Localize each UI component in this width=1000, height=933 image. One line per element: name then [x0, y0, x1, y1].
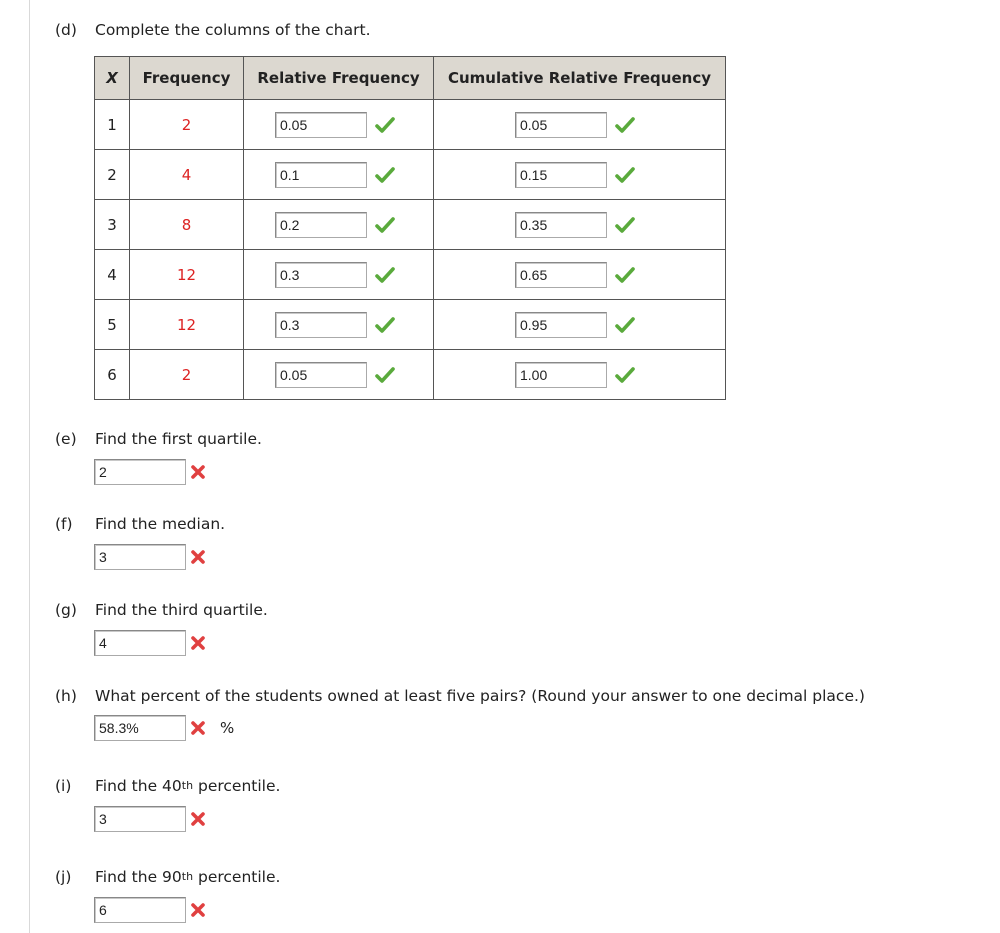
question-h-prompt: What percent of the students owned at least five pairs? (Round your answer to one decimal place.) — [95, 687, 865, 705]
cumulative-frequency-input[interactable]: 0.15 — [515, 162, 607, 188]
cumulative-frequency-input[interactable]: 0.65 — [515, 262, 607, 288]
check-icon — [615, 266, 635, 284]
question-g-label: (g) Find the third quartile. — [55, 601, 268, 619]
cross-icon — [190, 902, 206, 918]
table-row — [95, 100, 726, 150]
table-row — [95, 300, 726, 350]
frequency-cell: 12 — [130, 300, 244, 350]
answer-i — [94, 806, 206, 832]
question-d-prompt: Complete the columns of the chart. — [95, 21, 371, 39]
question-e-label: (e) Find the first quartile. — [55, 430, 262, 448]
90th-percentile-input[interactable]: 6 — [94, 897, 186, 923]
chart-header-row — [95, 57, 726, 100]
cross-icon — [190, 549, 206, 565]
header-relative-frequency: Relative Frequency — [244, 57, 434, 100]
check-icon — [615, 366, 635, 384]
cumulative-frequency-cell — [434, 350, 726, 400]
relative-frequency-input[interactable]: 0.3 — [275, 312, 367, 338]
question-f-prompt: Find the median. — [95, 515, 226, 533]
check-icon — [375, 316, 395, 334]
frequency-cell: 4 — [130, 150, 244, 200]
relative-frequency-cell — [244, 200, 434, 250]
header-cumulative-relative-frequency: Cumulative Relative Frequency — [434, 57, 726, 100]
cross-icon — [190, 464, 206, 480]
cumulative-frequency-input[interactable]: 0.35 — [515, 212, 607, 238]
x-cell: 1 — [95, 100, 130, 150]
percent-input[interactable]: 58.3% — [94, 715, 186, 741]
question-e-prompt: Find the first quartile. — [95, 430, 262, 448]
check-icon — [375, 366, 395, 384]
percent-unit-label: % — [220, 719, 235, 737]
x-cell: 5 — [95, 300, 130, 350]
relative-frequency-cell — [244, 300, 434, 350]
relative-frequency-input[interactable]: 0.05 — [275, 362, 367, 388]
cumulative-frequency-input[interactable]: 0.95 — [515, 312, 607, 338]
answer-j — [94, 897, 206, 923]
40th-percentile-input[interactable]: 3 — [94, 806, 186, 832]
question-i-prompt: Find the 40th percentile. — [95, 777, 281, 795]
relative-frequency-input[interactable]: 0.3 — [275, 262, 367, 288]
question-h-label: (h) What percent of the students owned at least five pairs? (Round your answer to one decimal place.) — [55, 687, 865, 705]
header-frequency: Frequency — [130, 57, 244, 100]
frequency-cell: 2 — [130, 350, 244, 400]
relative-frequency-cell — [244, 100, 434, 150]
x-cell: 6 — [95, 350, 130, 400]
relative-frequency-input[interactable]: 0.05 — [275, 112, 367, 138]
question-i-label: (i) Find the 40th percentile. — [55, 777, 281, 795]
answer-f — [94, 544, 206, 570]
check-icon — [615, 216, 635, 234]
question-j-label: (j) Find the 90th percentile. — [55, 868, 281, 886]
table-row — [95, 250, 726, 300]
third-quartile-input[interactable]: 4 — [94, 630, 186, 656]
frequency-cell: 12 — [130, 250, 244, 300]
check-icon — [615, 316, 635, 334]
check-icon — [375, 166, 395, 184]
x-cell: 3 — [95, 200, 130, 250]
table-row — [95, 200, 726, 250]
cumulative-frequency-input[interactable]: 1.00 — [515, 362, 607, 388]
cross-icon — [190, 720, 206, 736]
relative-frequency-cell — [244, 250, 434, 300]
answer-e — [94, 459, 206, 485]
first-quartile-input[interactable]: 2 — [94, 459, 186, 485]
relative-frequency-input[interactable]: 0.1 — [275, 162, 367, 188]
question-f-label: (f) Find the median. — [55, 515, 226, 533]
answer-h — [94, 715, 234, 741]
cumulative-frequency-cell — [434, 200, 726, 250]
check-icon — [375, 216, 395, 234]
cumulative-frequency-cell — [434, 150, 726, 200]
left-margin-rule — [29, 0, 30, 933]
relative-frequency-input[interactable]: 0.2 — [275, 212, 367, 238]
frequency-cell: 2 — [130, 100, 244, 150]
frequency-cell: 8 — [130, 200, 244, 250]
cross-icon — [190, 635, 206, 651]
question-d-label: (d) Complete the columns of the chart. — [55, 21, 371, 39]
question-g-prompt: Find the third quartile. — [95, 601, 268, 619]
relative-frequency-cell — [244, 350, 434, 400]
check-icon — [615, 116, 635, 134]
header-x: X — [95, 57, 130, 100]
relative-frequency-cell — [244, 150, 434, 200]
table-row — [95, 350, 726, 400]
cumulative-frequency-cell — [434, 250, 726, 300]
table-row — [95, 150, 726, 200]
check-icon — [615, 166, 635, 184]
cumulative-frequency-cell — [434, 100, 726, 150]
x-cell: 2 — [95, 150, 130, 200]
check-icon — [375, 116, 395, 134]
x-cell: 4 — [95, 250, 130, 300]
cross-icon — [190, 811, 206, 827]
check-icon — [375, 266, 395, 284]
cumulative-frequency-cell — [434, 300, 726, 350]
frequency-chart — [94, 56, 726, 400]
answer-g — [94, 630, 206, 656]
cumulative-frequency-input[interactable]: 0.05 — [515, 112, 607, 138]
question-j-prompt: Find the 90th percentile. — [95, 868, 281, 886]
median-input[interactable]: 3 — [94, 544, 186, 570]
